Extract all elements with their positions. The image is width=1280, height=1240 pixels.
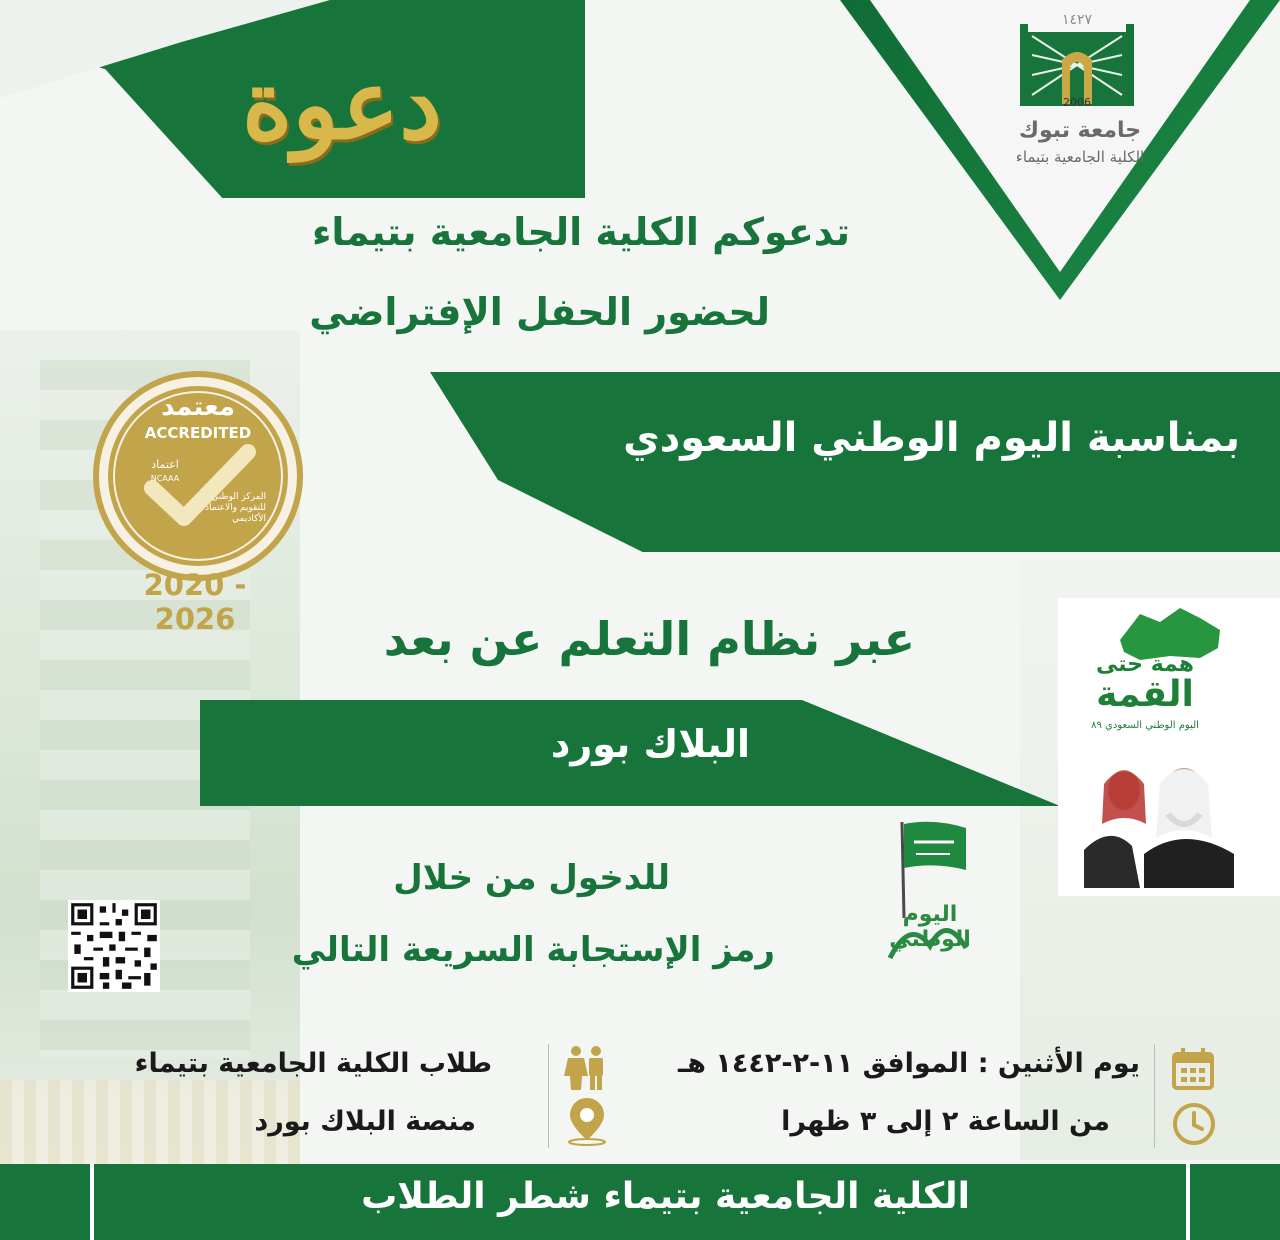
footer-text: الكلية الجامعية بتيماء شطر الطلاب	[361, 1176, 970, 1217]
qr-code[interactable]	[68, 900, 160, 992]
accreditation-org-line-1: المركز الوطني	[211, 492, 266, 502]
platform-name: البلاك بورد	[550, 722, 750, 766]
event-date: يوم الأثنين : الموافق ١١-٢-١٤٤٢ هـ	[678, 1048, 1140, 1079]
access-line-2: رمز الإستجابة السريعة التالي	[291, 930, 775, 970]
event-time: من الساعة ٢ إلى ٣ ظهرا	[781, 1106, 1110, 1137]
logo-hijri-year: ١٤٢٧	[1061, 12, 1093, 28]
logo-year: 2006	[1063, 96, 1091, 109]
accreditation-arabic: معتمد	[161, 392, 235, 422]
accreditation-english: ACCREDITED	[144, 424, 252, 442]
university-name: جامعة تبوك	[1018, 118, 1142, 143]
college-name: الكلية الجامعية بتيماء	[1015, 148, 1145, 166]
access-line-1: للدخول من خلال	[393, 858, 670, 898]
accreditation-org-short: اعتماد	[151, 458, 179, 471]
invitation-line-2: لحضور الحفل الإفتراضي	[309, 290, 770, 334]
accreditation-org-line-3: الأكاديمي	[232, 514, 266, 524]
national-day-slogan-1: همة حتى	[1095, 652, 1195, 677]
occasion-text: بمناسبة اليوم الوطني السعودي	[623, 415, 1240, 461]
event-place: منصة البلاك بورد	[254, 1106, 476, 1137]
details-separator-middle	[548, 1044, 549, 1148]
national-day-calligraphy: اليوم الوطني	[889, 902, 971, 952]
invitation-line-1: تدعوكم الكلية الجامعية بتيماء	[312, 210, 850, 254]
national-day-caption: اليوم الوطني السعودي ٨٩	[1091, 720, 1199, 731]
people-icon	[562, 1044, 610, 1092]
leaders-portrait	[1084, 754, 1234, 888]
platform-line: عبر نظام التعلم عن بعد	[383, 612, 915, 666]
accreditation-org-line-2: للتقويم والاعتماد	[204, 503, 266, 513]
details-separator-right	[1154, 1044, 1155, 1148]
invitation-title: دعوة	[242, 48, 442, 161]
accreditation-org-abbr: NCAAA	[150, 474, 180, 483]
national-day-slogan-2: القمة	[1096, 674, 1194, 715]
calendar-icon	[1170, 1046, 1216, 1092]
accreditation-years: 2020 - 2026	[143, 568, 247, 636]
clock-icon	[1170, 1100, 1218, 1148]
occasion-banner	[430, 372, 1280, 552]
event-audience: طلاب الكلية الجامعية بتيماء	[134, 1048, 492, 1079]
accreditation-org-full	[176, 492, 266, 525]
location-pin-icon	[564, 1096, 610, 1146]
